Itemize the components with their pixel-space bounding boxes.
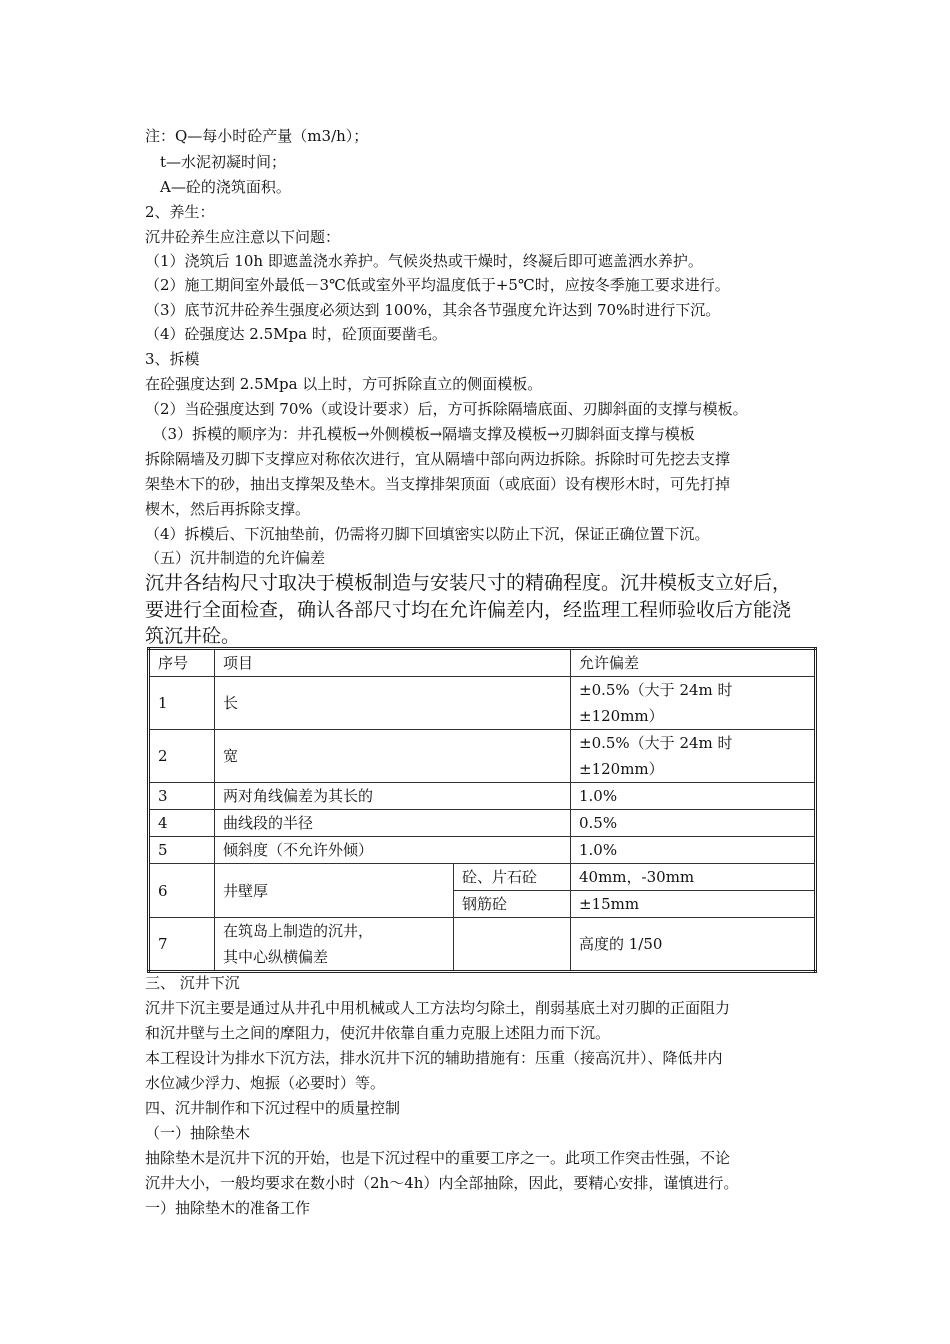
- note-q: 注：Q—每小时砼产量（m3/h）；: [145, 127, 369, 145]
- list-item: （2）施工期间室外最低－3℃低或室外平均温度低于+5℃时，应按冬季施工要求进行。: [145, 276, 730, 294]
- cell-item: 长: [215, 677, 571, 730]
- paragraph: 架垫木下的砂，抽出支撑架及垫木。当支撑排架顶面（或底面）设有楔形木时，可先打掉: [145, 475, 731, 493]
- cell-tolerance: 高度的 1/50: [571, 918, 816, 972]
- heading-tolerance: （五）沉井制造的允许偏差: [145, 549, 326, 567]
- header-item: 项目: [215, 649, 571, 677]
- cell-tolerance: 40mm，-30mm: [571, 864, 816, 891]
- cell-item: 在筑岛上制造的沉井， 其中心纵横偏差: [215, 918, 454, 972]
- cell-no: 2: [149, 730, 215, 783]
- heading-formwork-removal: 3、拆模: [145, 350, 200, 368]
- list-item: （4）拆模后、下沉抽垫前，仍需将刃脚下回填密实以防止下沉，保证正确位置下沉。: [145, 525, 710, 543]
- cell-subitem: [454, 918, 571, 972]
- list-item: （3）底节沉井砼养生强度必须达到 100%，其余各节强度允许达到 70%时进行下沉。: [145, 301, 721, 319]
- cell-tolerance: ±0.5%（大于 24m 时 ±120mm）: [571, 677, 816, 730]
- cell-item: 井壁厚: [215, 864, 454, 918]
- cell-no: 5: [149, 837, 215, 864]
- list-item: （3）拆模的顺序为：井孔模板→外侧模板→隔墙支撑及模板→刃脚斜面支撑与模板: [145, 425, 695, 443]
- paragraph: 沉井大小，一般均要求在数小时（2h～4h）内全部抽除，因此，要精心安排，谨慎进行。: [145, 1174, 739, 1192]
- cell-subitem: 砼、片石砼: [454, 864, 571, 891]
- cell-item: 两对角线偏差为其长的: [215, 783, 571, 810]
- cell-tolerance: 0.5%: [571, 810, 816, 837]
- header-tolerance: 允许偏差: [571, 649, 816, 677]
- tolerance-table: [147, 647, 817, 973]
- table-row: [149, 864, 816, 891]
- cell-item: 曲线段的半径: [215, 810, 571, 837]
- cell-no: 6: [149, 864, 215, 918]
- list-item: （4）砼强度达 2.5Mpa 时，砼顶面要凿毛。: [145, 325, 447, 343]
- note-t: t—水泥初凝时间；: [145, 153, 287, 171]
- paragraph-large: 沉井各结构尺寸取决于模板制造与安装尺寸的精确程度。沉井模板支立好后，: [145, 572, 792, 594]
- cell-subitem: 钢筋砼: [454, 891, 571, 918]
- cell-item: 宽: [215, 730, 571, 783]
- paragraph: 沉井砼养生应注意以下问题：: [145, 228, 341, 246]
- cell-item: 倾斜度（不允许外倾）: [215, 837, 571, 864]
- cell-no: 3: [149, 783, 215, 810]
- cell-tolerance: 1.0%: [571, 837, 816, 864]
- paragraph: 拆除隔墙及刃脚下支撑应对称依次进行，宜从隔墙中部向两边拆除。拆除时可先挖去支撑: [145, 450, 731, 468]
- heading-quality-control: 四、沉井制作和下沉过程中的质量控制: [145, 1099, 401, 1117]
- list-item: （2）当砼强度达到 70%（或设计要求）后，方可拆除隔墙底面、刃脚斜面的支撑与模板。: [145, 400, 748, 418]
- cell-tolerance: ±15mm: [571, 891, 816, 918]
- cell-no: 1: [149, 677, 215, 730]
- cell-tolerance: 1.0%: [571, 783, 816, 810]
- paragraph: 抽除垫木是沉井下沉的开始，也是下沉过程中的重要工序之一。此项工作突击性强，不论: [145, 1149, 731, 1167]
- table-row: [149, 677, 816, 730]
- paragraph-large: 要进行全面检查，确认各部尺寸均在允许偏差内，经监理工程师验收后方能浇: [145, 599, 792, 621]
- note-a: A—砼的浇筑面积。: [145, 178, 291, 196]
- table-row: [149, 783, 816, 810]
- header-no: 序号: [149, 649, 215, 677]
- list-item: （1）浇筑后 10h 即遮盖浇水养护。气候炎热或干燥时，终凝后即可遮盖洒水养护。: [145, 252, 703, 270]
- heading-curing: 2、养生：: [145, 203, 215, 221]
- paragraph: 和沉井壁与土之间的摩阻力，使沉井依靠自重力克服上述阻力而下沉。: [145, 1024, 611, 1042]
- table-row: [149, 730, 816, 783]
- paragraph-large: 筑沉井砼。: [145, 625, 241, 647]
- paragraph: 楔木，然后再拆除支撑。: [145, 500, 311, 518]
- table-header-row: [149, 649, 816, 677]
- paragraph: 沉井下沉主要是通过从井孔中用机械或人工方法均匀除土，削弱基底土对刃脚的正面阻力: [145, 999, 731, 1017]
- paragraph: 水位减少浮力、炮振（必要时）等。: [145, 1074, 386, 1092]
- heading-sinking: 三、 沉井下沉: [145, 974, 240, 992]
- cell-no: 4: [149, 810, 215, 837]
- paragraph: 本工程设计为排水下沉方法，排水沉井下沉的辅助措施有：压重（接高沉井）、降低井内: [145, 1049, 723, 1067]
- table-row: [149, 837, 816, 864]
- heading-preparation: 一）抽除垫木的准备工作: [145, 1199, 311, 1217]
- heading-remove-pads: （一）抽除垫木: [145, 1124, 251, 1142]
- table-row: [149, 810, 816, 837]
- cell-no: 7: [149, 918, 215, 972]
- cell-tolerance: ±0.5%（大于 24m 时 ±120mm）: [571, 730, 816, 783]
- table-row: [149, 918, 816, 972]
- paragraph: 在砼强度达到 2.5Mpa 以上时，方可拆除直立的侧面模板。: [145, 375, 543, 393]
